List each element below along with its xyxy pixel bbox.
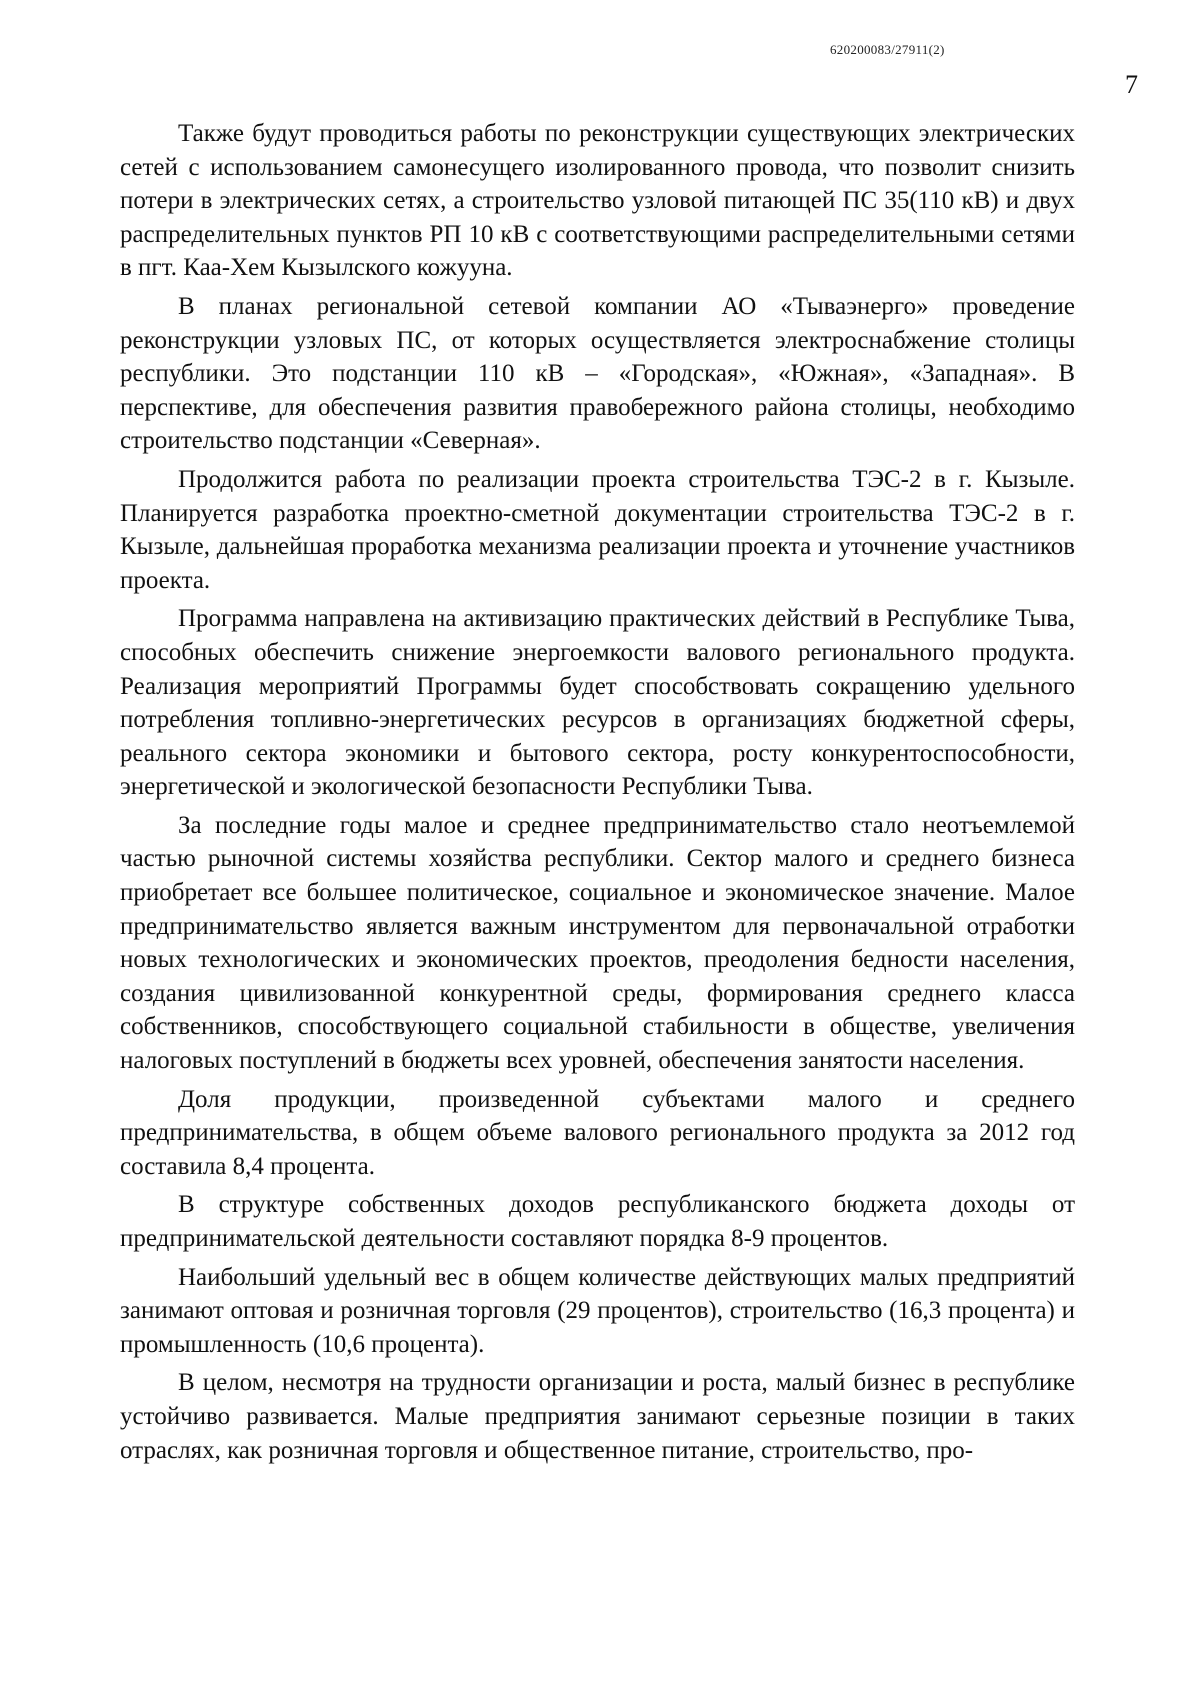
page-number: 7 xyxy=(1125,70,1138,99)
paragraph-substations: В планах региональной сетевой компании АО «Тываэнерго» проведение реконструкции узловых ПС, от которых осуществляется электроснабжение столицы республики. Это подстанции 110 кВ – «Городская», «Южная», «Западная». В перспективе, для обеспечения развития правобережного района столицы, необходимо строительство подстанции «Северная». xyxy=(120,292,1075,455)
document-id: 620200083/27911(2) xyxy=(830,42,945,57)
paragraph-development: В целом, несмотря на трудности организации и роста, малый бизнес в республике устойчиво развивается. Малые предприятия занимают серьезные позиции в таких отраслях, как розничная торговля и общественное питание, строительство, про- xyxy=(120,1369,1075,1464)
paragraph-budget-income: В структуре собственных доходов республиканского бюджета доходы от предпринимательской деятельности составляют порядка 8-9 процентов. xyxy=(120,1191,1075,1252)
document-body xyxy=(120,117,1075,1472)
paragraph-small-business: За последние годы малое и среднее предпринимательство стало неотъемлемой частью рыночной системы хозяйства республики. Сектор малого и среднего бизнеса приобретает все большее политическое, социальное и экономическое значение. Малое предпринимательство является важным инструментом для первоначальной отработки новых технологических и экономических проектов, преодоления бедности населения, создания цивилизованной конкурентной среды, формирования среднего класса собственников, способствующего социальной стабильности в обществе, увеличения налоговых поступлений в бюджеты всех уровней, обеспечения занятости населения. xyxy=(120,811,1075,1075)
paragraph-tes2: Продолжится работа по реализации проекта строительства ТЭС-2 в г. Кызыле. Планируется разработка проектно-сметной документации строительства ТЭС-2 в г. Кызыле, дальнейшая проработка механизма реализации проекта и уточнение участников проекта. xyxy=(120,465,1075,594)
paragraph-sector-share: Наибольший удельный вес в общем количестве действующих малых предприятий занимают оптовая и розничная торговля (29 процентов), строительство (16,3 процента) и промышленность (10,6 процента). xyxy=(120,1263,1075,1358)
paragraph-program: Программа направлена на активизацию практических действий в Республике Тыва, способных обеспечить снижение энергоемкости валового регионального продукта. Реализация мероприятий Программы будет способствовать сокращению удельного потребления топливно-энергетических ресурсов в организациях бюджетной сферы, реального сектора экономики и бытового сектора, росту конкурентоспособности, энергетической и экологической безопасности Республики Тыва. xyxy=(120,605,1075,801)
paragraph-grp-share: Доля продукции, произведенной субъектами малого и среднего предпринимательства, в общем объеме валового регионального продукта за 2012 год составила 8,4 процента. xyxy=(120,1085,1075,1180)
paragraph-electric-networks: Также будут проводиться работы по реконструкции существующих электрических сетей с использованием самонесущего изолированного провода, что позволит снизить потери в электрических сетях, а строительство узловой питающей ПС 35(110 кВ) и двух распределительных пунктов РП 10 кВ с соответствующими распределительными сетями в пгт. Каа-Хем Кызылского кожууна. xyxy=(120,120,1075,282)
